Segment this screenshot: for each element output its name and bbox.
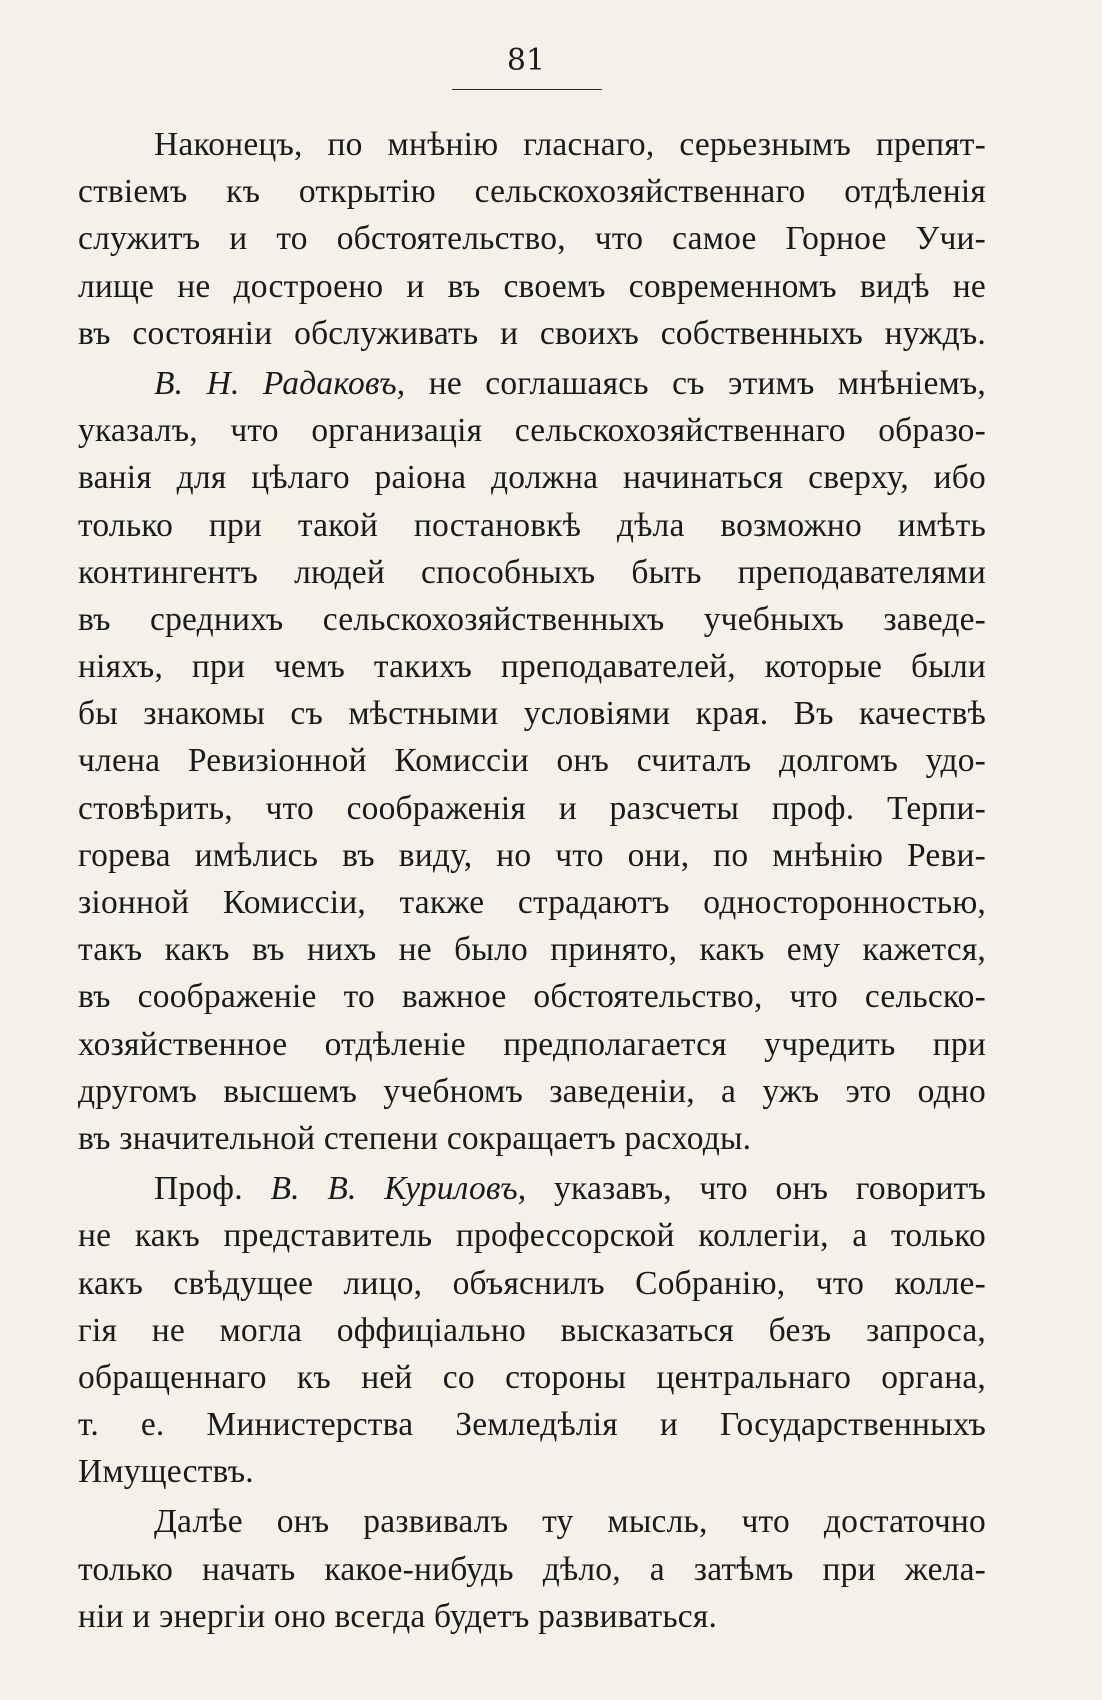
- text-line: бы знакомы съ мѣстными условіями края. Въ качествѣ: [78, 695, 986, 733]
- text-run: не соглашаясь съ этимъ мнѣніемъ,: [405, 364, 987, 402]
- text-line: въ среднихъ сельскохозяйственныхъ учебныхъ заведе-: [78, 600, 986, 638]
- text-line: зіонной Комиссіи, также страдаютъ односторонностью,: [78, 884, 986, 921]
- text-line: лище не достроено и въ своемъ современномъ видѣ не: [78, 267, 986, 305]
- text-run: Проф.: [154, 1170, 271, 1208]
- text-line: только при такой постановкѣ дѣла возможно имѣть: [78, 506, 986, 544]
- text-line: горева имѣлись въ виду, но что они, по мнѣнію Реви-: [78, 836, 986, 874]
- text-line: контингентъ людей способныхъ быть преподавателями: [78, 553, 986, 591]
- paragraph: [78, 360, 986, 1162]
- text-run: указавъ, что онъ говоритъ: [526, 1170, 986, 1208]
- speaker-name: В. В. Куриловъ,: [270, 1170, 527, 1208]
- text-line: обращеннаго къ ней со стороны центральнаго органа,: [78, 1358, 986, 1396]
- text-line: члена Ревизіонной Комиссіи онъ считалъ долгомъ удо-: [78, 742, 986, 780]
- text-line: въ значительной степени сокращаетъ расходы.: [78, 1119, 752, 1157]
- text-line: только начать какое-нибудь дѣло, а затѣмъ при жела-: [78, 1550, 986, 1588]
- page-number-rule: [452, 89, 602, 90]
- text-line: ствіемъ къ открытію сельскохозяйственнаго отдѣленія: [78, 173, 986, 211]
- paragraph: [78, 1498, 986, 1640]
- text-line: гія не могла оффиціально высказаться безъ запроса,: [78, 1311, 986, 1349]
- text-line: другомъ высшемъ учебномъ заведеніи, а ужъ это одно: [78, 1072, 986, 1110]
- text-line: ніи и энергіи оно всегда будетъ развиваться.: [78, 1597, 718, 1635]
- text-line: хозяйственное отдѣленіе предполагается учредить при: [78, 1025, 986, 1063]
- text-line: [78, 1165, 986, 1212]
- body-text: [78, 121, 986, 1640]
- text-line: стовѣрить, что соображенія и разсчеты проф. Терпи-: [78, 789, 986, 827]
- speaker-name: В. Н. Радаковъ,: [154, 364, 406, 402]
- text-line: не какъ представитель профессорской коллегіи, а только: [78, 1217, 986, 1255]
- text-line: служитъ и то обстоятельство, что самое Горное Учи-: [78, 220, 986, 258]
- text-line: ванія для цѣлаго раіона должна начинаться сверху, ибо: [78, 459, 986, 497]
- text-line: какъ свѣдущее лицо, объяснилъ Собранію, что колле-: [78, 1264, 986, 1302]
- text-line: Далѣе онъ развивалъ ту мысль, что достаточно: [154, 1503, 986, 1541]
- text-line: такъ какъ въ нихъ не было принято, какъ ему кажется,: [78, 931, 986, 969]
- text-line: въ соображеніе то важное обстоятельство, что сельско-: [78, 978, 986, 1016]
- text-line: въ состояніи обслуживать и своихъ собственныхъ нуждъ.: [78, 314, 986, 352]
- text-line: Имуществъ.: [78, 1453, 254, 1491]
- page-number: 81: [506, 43, 546, 78]
- text-line: указалъ, что организація сельскохозяйственнаго образо-: [78, 412, 986, 450]
- paragraph: [78, 1165, 986, 1495]
- text-line: ніяхъ, при чемъ такихъ преподавателей, которые были: [78, 648, 986, 686]
- text-line: Наконецъ, по мнѣнію гласнаго, серьезнымъ препят-: [154, 126, 986, 163]
- paragraph: [78, 121, 986, 357]
- text-line: т. е. Министерства Земледѣлія и Государственныхъ: [78, 1406, 986, 1444]
- text-line: [78, 360, 986, 407]
